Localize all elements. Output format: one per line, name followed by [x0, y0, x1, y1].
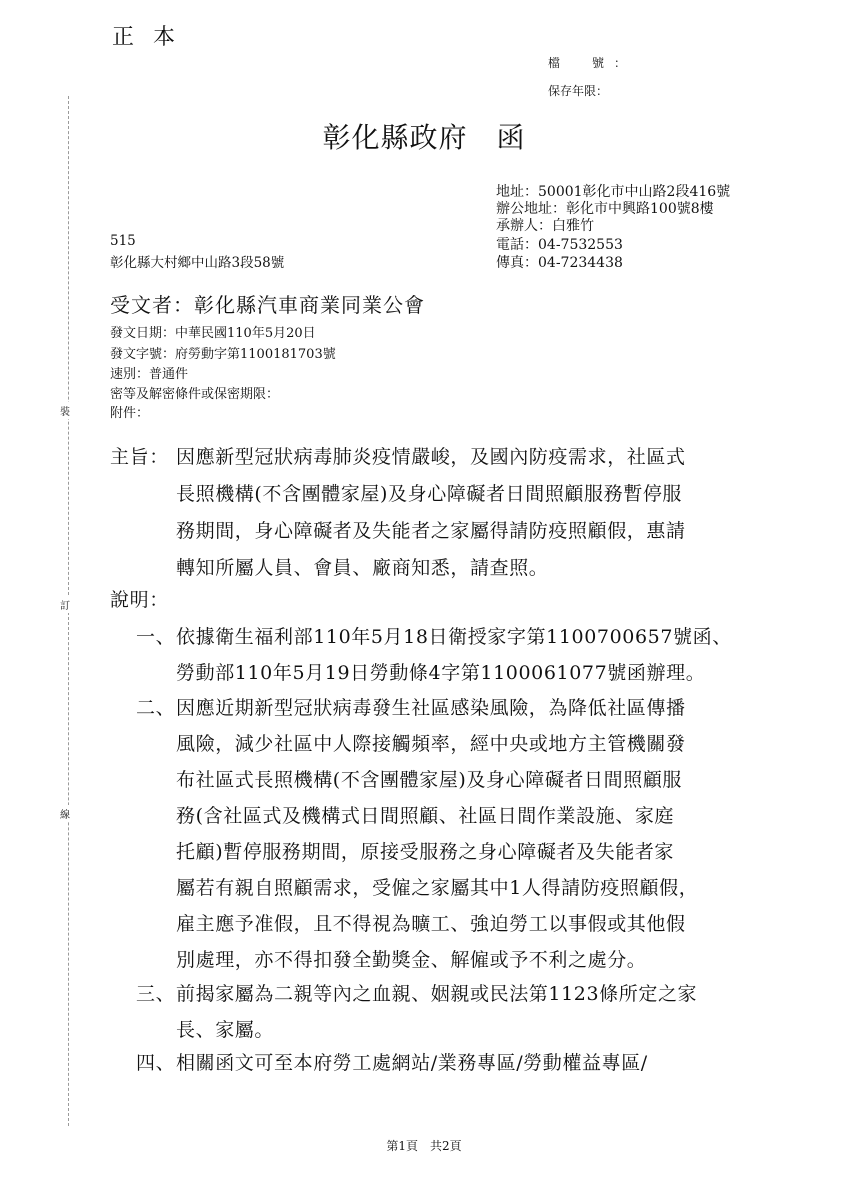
item-number: 三、 [136, 983, 176, 1005]
item-line: 因應近期新型冠狀病毒發生社區感染風險，為降低社區傳播 [176, 697, 686, 719]
subject-line: 因應新型冠狀病毒肺炎疫情嚴峻，及國內防疫需求，社區式 [176, 446, 686, 468]
item-line: 勞動部110年5月19日勞動條4字第1100061077號函辦理。 [176, 662, 706, 684]
item-line: 務(含社區式及機構式日間照顧、社區日間作業設施、家庭 [176, 805, 675, 827]
item-number: 二、 [136, 697, 176, 719]
archive-number-label: 檔 號： [548, 56, 637, 70]
subject-line: 務期間，身心障礙者及失能者之家屬得請防疫照顧假，惠請 [176, 520, 686, 542]
sender-office-address: 辦公地址：彰化市中興路100號8樓 [496, 201, 714, 217]
delivery-speed: 速別：普通件 [110, 367, 189, 382]
sender-address: 地址：50001彰化市中山路2段416號 [496, 184, 731, 200]
item-line: 托顧)暫停服務期間，原接受服務之身心障礙者及失能者家 [176, 841, 675, 863]
item-line: 雇主應予准假，且不得視為曠工、強迫勞工以事假或其他假 [176, 913, 686, 935]
binding-mark-xian: 線 [60, 805, 70, 822]
original-copy-mark: 正 本 [112, 25, 181, 50]
retention-period-label: 保存年限： [548, 84, 609, 98]
item-line: 前揭家屬為二親等內之血親、姻親或民法第1123條所定之家 [176, 983, 698, 1005]
item-line: 別處理，亦不得扣發全勤獎金、解僱或予不利之處分。 [176, 949, 647, 971]
recipient-street-address: 彰化縣大村鄉中山路3段58號 [110, 255, 285, 271]
document-title: 彰化縣政府 函 [322, 121, 526, 154]
sender-fax: 傳真：04-7234438 [496, 255, 623, 271]
description-label: 說明： [110, 589, 169, 611]
item-line: 依據衛生福利部110年5月18日衛授家字第1100700657號函、 [176, 626, 732, 648]
item-line: 風險，減少社區中人際接觸頻率，經中央或地方主管機關發 [176, 733, 686, 755]
subject-label: 主旨： [110, 446, 169, 468]
binding-mark-ding: 訂 [60, 596, 70, 613]
item-number: 四、 [136, 1052, 176, 1074]
binding-mark-zhuang: 裝 [60, 402, 70, 419]
recipient: 受文者：彰化縣汽車商業同業公會 [110, 293, 425, 317]
page-footer: 第1頁 共2頁 [386, 1139, 462, 1153]
item-line: 長、家屬。 [176, 1019, 275, 1041]
item-line: 布社區式長照機構(不含團體家屋)及身心障礙者日間照顧服 [176, 769, 683, 791]
sender-phone: 電話：04-7532553 [496, 237, 623, 253]
subject-line: 長照機構(不含團體家屋)及身心障礙者日間照顧服務暫停服 [176, 483, 683, 505]
subject-line: 轉知所屬人員、會員、廠商知悉，請查照。 [176, 557, 549, 579]
document-number: 發文字號：府勞動字第1100181703號 [110, 347, 336, 362]
attachments: 附件： [110, 406, 150, 421]
recipient-postal-code: 515 [110, 233, 136, 249]
item-line: 屬若有親自照顧需求，受僱之家屬其中1人得請防疫照顧假， [176, 877, 699, 899]
item-line: 相關函文可至本府勞工處網站/業務專區/勞動權益專區/ [176, 1052, 648, 1074]
confidentiality-level: 密等及解密條件或保密期限： [110, 387, 280, 402]
item-number: 一、 [136, 626, 176, 648]
sender-handler: 承辦人：白雅竹 [496, 218, 594, 234]
issue-date: 發文日期：中華民國110年5月20日 [110, 326, 316, 341]
